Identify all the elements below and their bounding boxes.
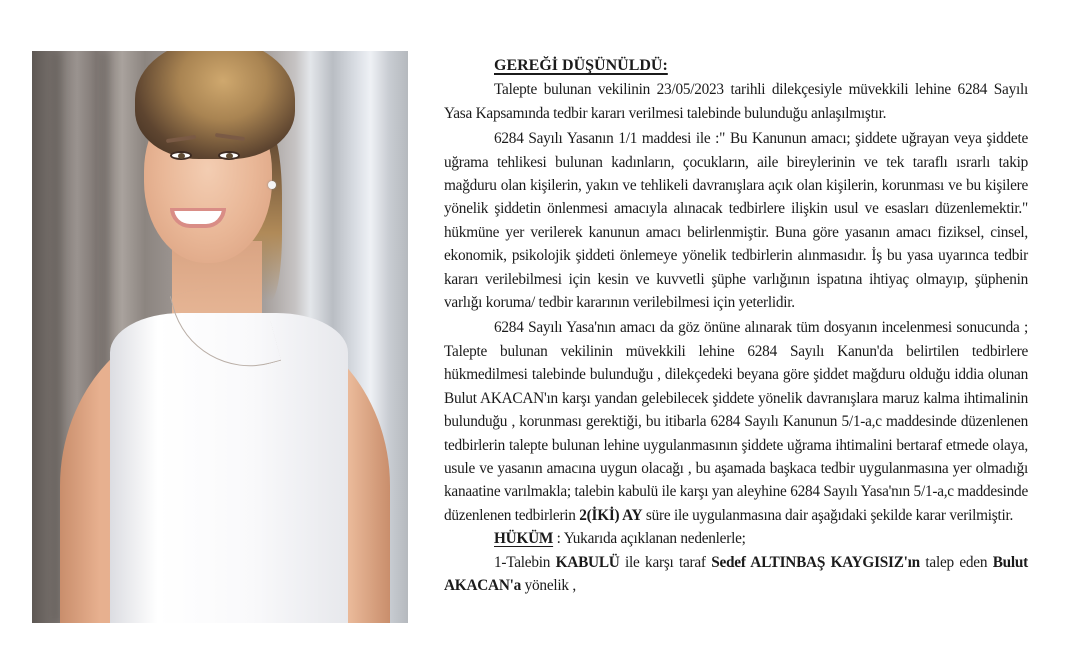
left-eye <box>170 151 192 160</box>
verdict-text: Yukarıda açıklanan nedenlerle; <box>563 530 746 548</box>
portrait-photo <box>32 51 408 623</box>
verdict-label: HÜKÜM <box>494 530 554 548</box>
verdict-separator: : <box>553 530 564 548</box>
applicant-name: Bulut AKACAN'a <box>444 553 1029 594</box>
item1-suffix: yönelik , <box>521 576 576 594</box>
court-decision-text <box>444 54 1028 597</box>
paragraph-3-text: 6284 Sayılı Yasa'nın amacı da göz önüne alınarak tüm dosyanın incelenmesi sonucunda ; Talepte bulunan vekilinin müvekkili lehine 6284 Sayılı Kanun'da belirtilen tedbirlere hükmedilmesi talebinde bulunduğu , dilekçedeki beyana göre şiddet mağduru olduğu iddia olunan Bulut AKACAN'ın karşı yandan gelebilecek şiddete yönelik davranışlara maruz kalma ihtimalinin bulunduğu , korunması gerektiği, bu itibarla 6284 Sayılı Kanunun 5/1-a,c maddesinde düzenlenen tedbirlerin talepte bulunan lehine uygulanmasının şiddete uğrama ihtimalini bertaraf etmede olaya, usule ve yasanın amacına uygun olacağı , bu aşamada başkaca tedbir uygulanmasına yer olmadığı kanaatine varılmakla; talebin kabulü ile karşı yan aleyhine 6284 Sayılı Yasa'nın 5/1-a,c maddesinde düzenlenen tedbirlerin <box>444 319 1028 524</box>
item1-middle2: talep eden <box>919 553 993 571</box>
section-heading: GEREĞİ DÜŞÜNÜLDÜ: <box>494 57 668 74</box>
hair <box>135 51 295 159</box>
paragraph-3 <box>444 316 1028 527</box>
item1-middle: ile karşı taraf <box>619 553 712 571</box>
respondent-name: Sedef ALTINBAŞ KAYGISIZ'ın <box>711 553 920 571</box>
paragraph-2: 6284 Sayılı Yasanın 1/1 maddesi ile :" Bu Kanunun amacı; şiddete uğrayan veya şiddete uğrama tehlikesi bulunan kadınların, çocukların, aile bireylerinin ve tek taraflı ısrarlı takip mağduru olan kişilerin, yakın ve tehlikeli davranışlara açık olan kişilerin, korunması ve bu kişilere yönelik şiddetin önlenmesi amacıyla alınacak tedbirlere ilişkin usul ve esasları düzenlemektir." hükmüne yer verilerek kanunun amacı belirlenmiştir. Buna göre yasanın amacı fiziksel, cinsel, ekonomik, psikolojik şiddeti önlemeye yönelik tedbirlerin alınmasıdır. İş bu yasa uyarınca tedbir kararı verilebilmesi için kesin ve kuvvetli şüphe varlığının ispatına ihtiyaç olmayıp, şüphenin varlığı koruma/ tedbir kararının verilebilmesi için yeterlidir. <box>444 130 1028 312</box>
duration-bold: 2(İKİ) AY <box>579 506 643 524</box>
item1-accepted: KABULÜ <box>555 553 620 571</box>
earring <box>268 181 276 189</box>
paragraph-3-tail: süre ile uygulanmasına dair aşağıdaki şekilde karar verilmiştir. <box>642 506 1014 524</box>
verdict-item-1 <box>444 551 1028 598</box>
item1-prefix: 1-Talebin <box>494 553 556 571</box>
verdict-line <box>444 527 1028 550</box>
right-eye <box>218 151 240 160</box>
paragraph-1: Talepte bulunan vekilinin 23/05/2023 tarihli dilekçesiyle müvekkili lehine 6284 Sayılı Yasa Kapsamında tedbir kararı verilmesi talebinde bulunduğu anlaşılmıştır. <box>444 81 1028 122</box>
